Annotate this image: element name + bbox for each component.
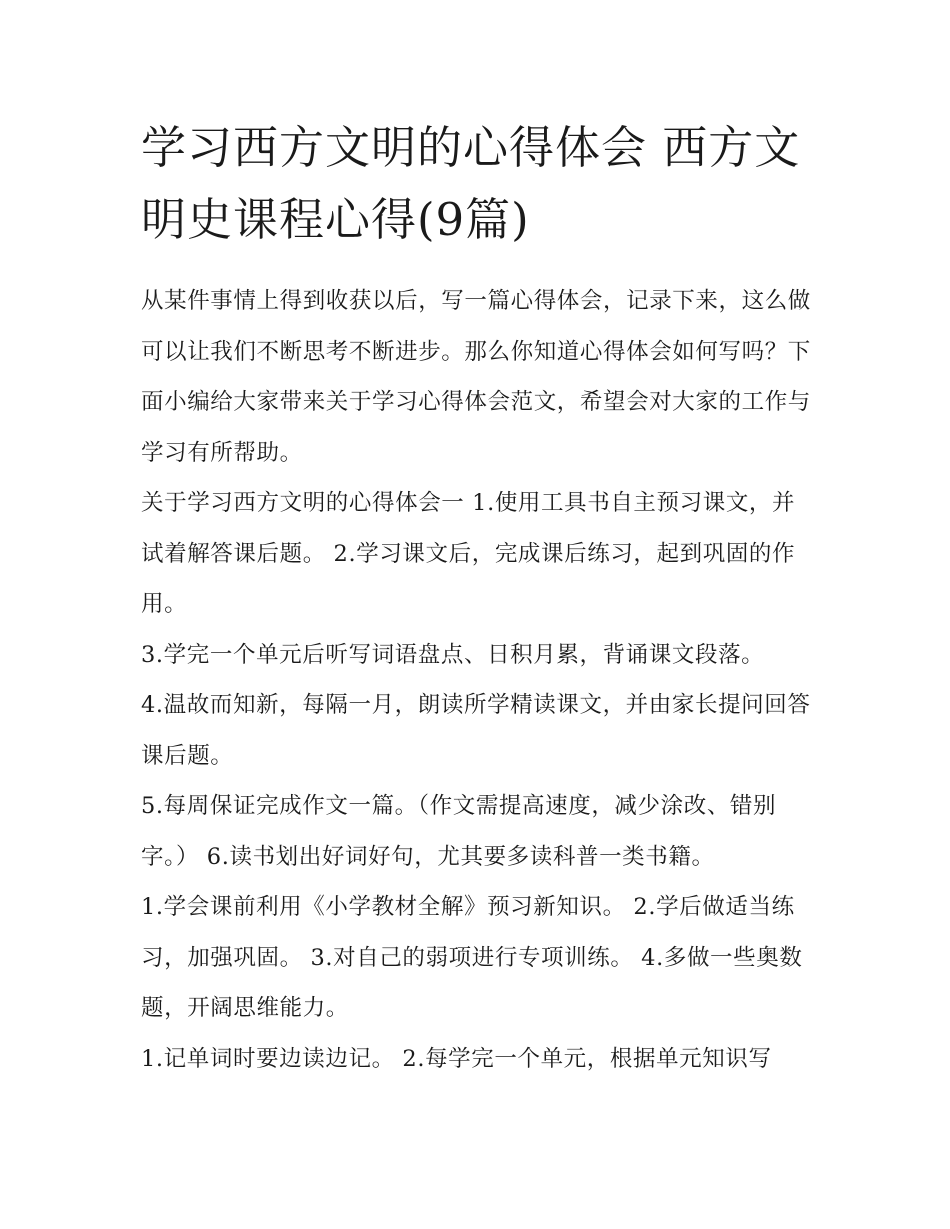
document-title: 学习西方文明的心得体会 西方文明史课程心得(9篇) (141, 121, 801, 246)
paragraph-2: 3.学完一个单元后听写词语盘点、日积月累，背诵课文段落。 (141, 641, 765, 668)
document-body (141, 276, 811, 1084)
document-content (141, 112, 811, 1084)
paragraph-3: 4.温故而知新，每隔一月，朗读所学精读课文，并由家长提问回答课后题。 (141, 692, 811, 769)
paragraph-6: 1.记单词时要边读边记。 2.每学完一个单元，根据单元知识写 (141, 1045, 772, 1072)
paragraph-1: 关于学习西方文明的心得体会一 1.使用工具书自主预习课文，并试着解答课后题。 2.学习课文后，完成课后练习，起到巩固的作用。 (141, 490, 796, 617)
paragraph-4: 5.每周保证完成作文一篇。（作文需提高速度，减少涂改、错别字。） 6.读书划出好词好句，尤其要多读科普一类书籍。 (141, 793, 777, 870)
paragraph-5: 1.学会课前利用《小学教材全解》预习新知识。 2.学后做适当练习，加强巩固。 3.对自己的弱项进行专项训练。 4.多做一些奥数题，开阔思维能力。 (141, 894, 803, 1021)
paragraph-intro: 从某件事情上得到收获以后，写一篇心得体会，记录下来，这么做可以让我们不断思考不断进步。那么你知道心得体会如何写吗？下面小编给大家带来关于学习心得体会范文，希望会对大家的工作与学习有所帮助。 (141, 288, 811, 466)
